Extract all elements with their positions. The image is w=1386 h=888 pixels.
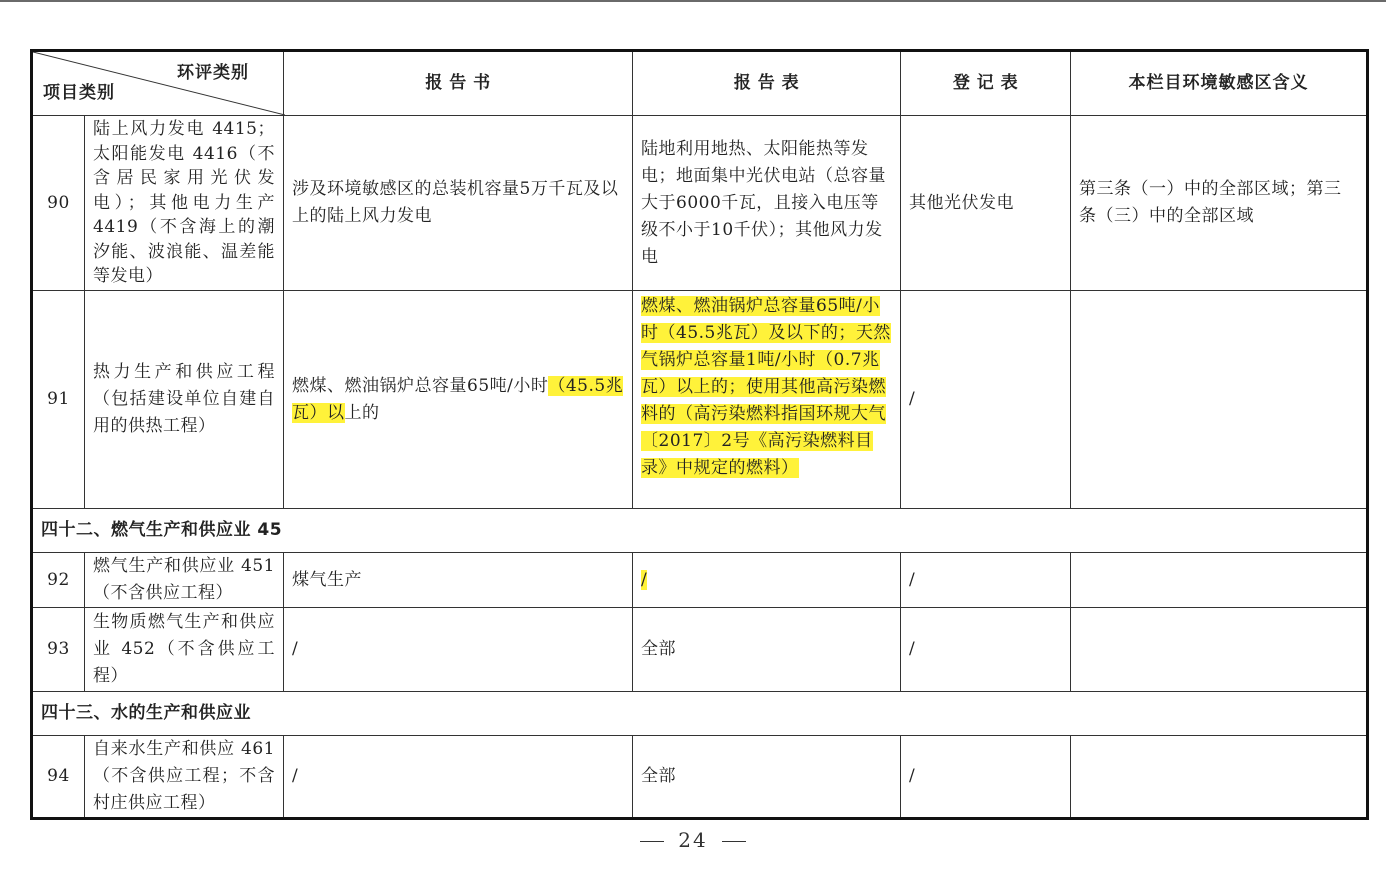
report-form-cell — [633, 291, 901, 509]
col-header-registration-form: 登 记 表 — [901, 51, 1071, 116]
project-category: 陆上风力发电 4415；太阳能发电 4416（不含居民家用光伏发电）；其他电力生产 4419（不含海上的潮汐能、波浪能、温差能等发电） — [85, 116, 284, 291]
report-form-cell — [633, 553, 901, 608]
row-number: 92 — [32, 553, 85, 608]
sensitive-area-cell: 第三条（一）中的全部区域；第三条（三）中的全部区域 — [1071, 116, 1368, 291]
page-footer — [0, 828, 1386, 852]
table-row-90 — [32, 116, 1368, 291]
highlighted-text: / — [641, 569, 648, 590]
report-book-cell: 煤气生产 — [284, 553, 633, 608]
footer-dash-right — [722, 841, 746, 842]
col-header-sensitive-area: 本栏目环境敏感区含义 — [1071, 51, 1368, 116]
registration-cell: / — [901, 553, 1071, 608]
table-row-92 — [32, 553, 1368, 608]
section-row-43 — [32, 692, 1368, 736]
corner-header-project-category: 项目类别 — [43, 83, 115, 103]
registration-cell: / — [901, 736, 1071, 819]
registration-cell: / — [901, 608, 1071, 692]
sensitive-area-cell — [1071, 291, 1368, 509]
header-row — [32, 51, 1368, 116]
section-row-42 — [32, 509, 1368, 553]
section-heading: 四十二、燃气生产和供应业 45 — [32, 509, 1368, 553]
corner-header-eia-category: 环评类别 — [177, 63, 249, 83]
row-number: 91 — [32, 291, 85, 509]
row-number: 90 — [32, 116, 85, 291]
table-row-91 — [32, 291, 1368, 509]
sensitive-area-cell — [1071, 553, 1368, 608]
row-number: 93 — [32, 608, 85, 692]
top-rule — [0, 0, 1386, 2]
col-header-report-book: 报 告 书 — [284, 51, 633, 116]
project-category: 自来水生产和供应 461（不含供应工程；不含村庄供应工程） — [85, 736, 284, 819]
report-book-text-end: 上的 — [344, 402, 380, 423]
report-form-cell: 全部 — [633, 608, 901, 692]
sensitive-area-cell — [1071, 608, 1368, 692]
col-header-report-form: 报 告 表 — [633, 51, 901, 116]
page-number: 24 — [678, 828, 708, 852]
report-book-cell: / — [284, 608, 633, 692]
registration-cell: 其他光伏发电 — [901, 116, 1071, 291]
report-book-cell: 涉及环境敏感区的总装机容量5万千瓦及以上的陆上风力发电 — [284, 116, 633, 291]
highlighted-text: （45.5兆瓦）以 — [292, 375, 624, 423]
row-number: 94 — [32, 736, 85, 819]
highlighted-text: 燃煤、燃油锅炉总容量65吨/小时（45.5兆瓦）及以下的；天然气锅炉总容量1吨/小时（0.7兆瓦）以上的；使用其他高污染燃料的（高污染燃料指国环规大气〔2017〕2号《高污染燃料目录》中规定的燃料） — [641, 296, 891, 478]
project-category: 燃气生产和供应业 451（不含供应工程） — [85, 553, 284, 608]
report-book-cell — [284, 291, 633, 509]
report-form-cell: 全部 — [633, 736, 901, 819]
footer-dash-left — [640, 841, 664, 842]
sensitive-area-cell — [1071, 736, 1368, 819]
table-row-93 — [32, 608, 1368, 692]
table-row-94 — [32, 736, 1368, 819]
project-category: 热力生产和供应工程（包括建设单位自建自用的供热工程） — [85, 291, 284, 509]
project-category: 生物质燃气生产和供应业 452（不含供应工程） — [85, 608, 284, 692]
report-form-cell: 陆地利用地热、太阳能热等发电；地面集中光伏电站（总容量大于6000千瓦，且接入电压等级不小于10千伏）；其他风力发电 — [633, 116, 901, 291]
eia-classification-table — [30, 49, 1369, 820]
section-heading: 四十三、水的生产和供应业 — [32, 692, 1368, 736]
report-book-cell: / — [284, 736, 633, 819]
corner-header-cell — [32, 51, 284, 116]
registration-cell: / — [901, 291, 1071, 509]
report-book-text: 燃煤、燃油锅炉总容量65吨/小时 — [292, 375, 549, 396]
